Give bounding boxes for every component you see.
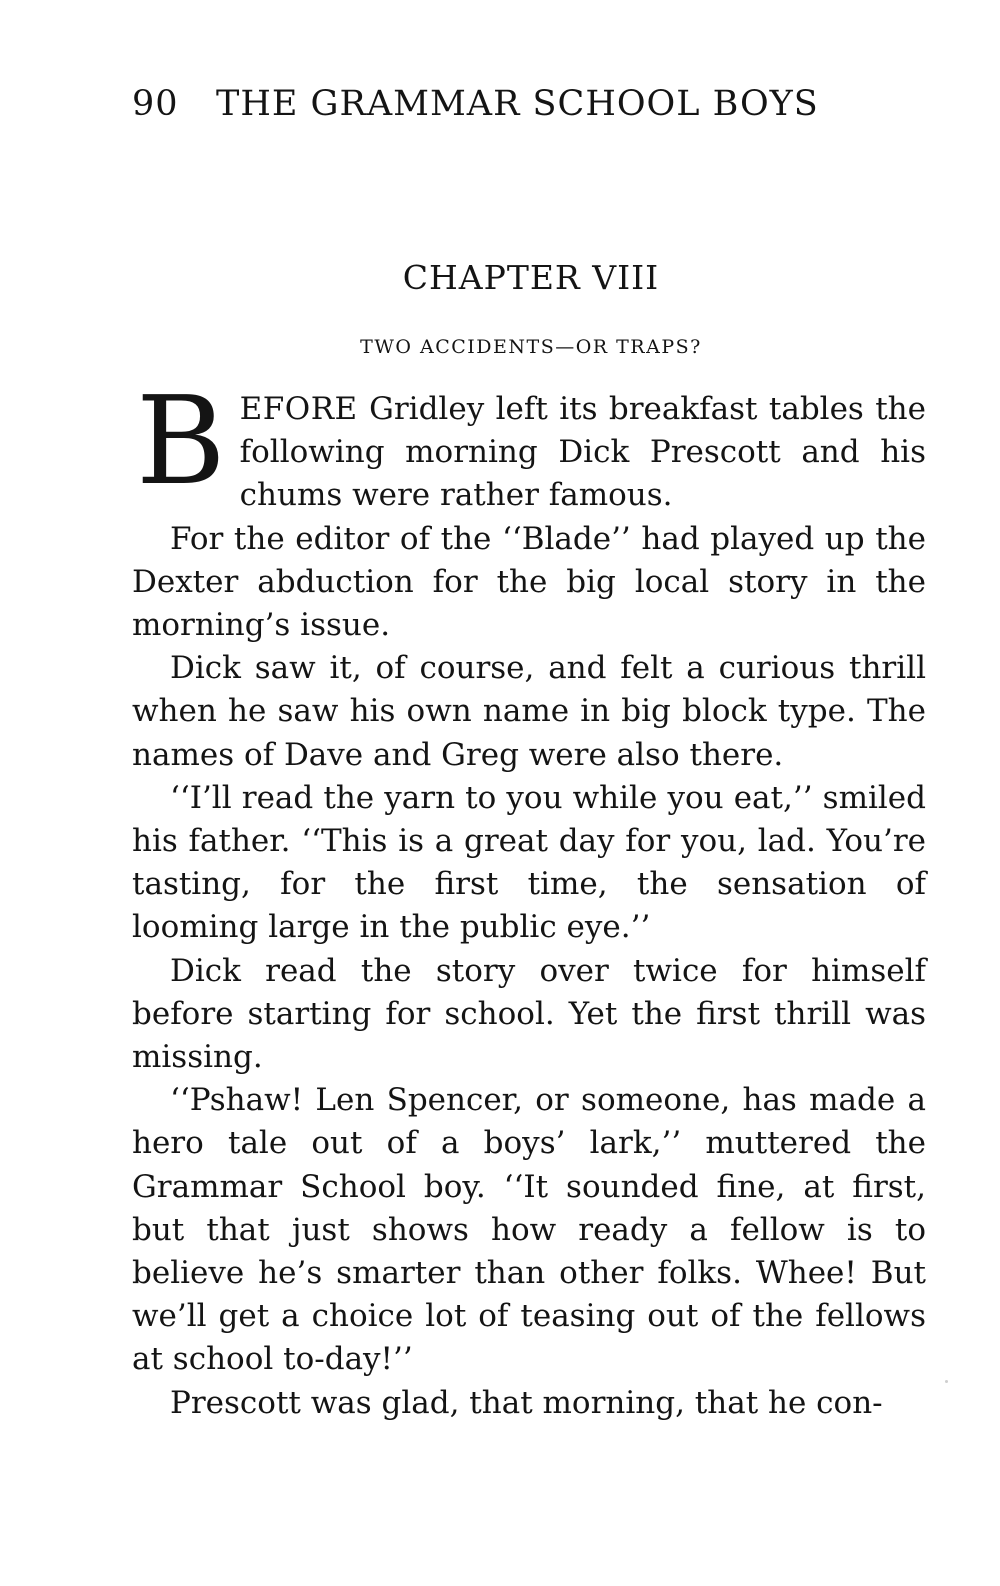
paragraph-6: Prescott was glad, that morning, that he con- xyxy=(170,1384,883,1421)
chapter-subtitle: TWO ACCIDENTS—OR TRAPS? xyxy=(360,336,702,358)
paragraph-2: Dick saw it, of course, and felt a curious thrill when he saw his own name in big block type. The names of Dave and Greg were also there. xyxy=(132,650,926,773)
opening-paragraph-text: Gridley left its breakfast tables the following morning Dick Prescott and his chums were rather famous. xyxy=(239,391,926,514)
paragraph-5: ‘‘Pshaw! Len Spencer, or someone, has made a hero tale out of a boys’ lark,’’ muttered the Grammar School boy. ‘‘It sounded fine, at first, but that just shows how ready a fellow is to believe he’s smarter than other folks. Whee! But we’ll get a choice lot of teasing out of the fellows at school to-day!’’ xyxy=(132,1082,926,1378)
paragraph-1: For the editor of the ‘‘Blade’’ had played up the Dexter abduction for the big local story in the morning’s issue. xyxy=(132,520,926,644)
running-header xyxy=(132,84,892,124)
body-text xyxy=(132,370,926,1425)
opening-paragraph xyxy=(132,370,926,518)
paragraph-3: ‘‘I’ll read the yarn to you while you eat,’’ smiled his father. ‘‘This is a great day for you, lad. You’re tasting, for the first time, the sensation of looming large in the public eye.’’ xyxy=(132,779,926,946)
drop-cap: B xyxy=(136,370,226,512)
paper-speck xyxy=(945,1380,948,1383)
chapter-heading: CHAPTER VIII xyxy=(402,258,660,297)
page-number: 90 xyxy=(132,84,179,124)
paragraph-4: Dick read the story over twice for himself before starting for school. Yet the first thrill was missing. xyxy=(132,952,926,1076)
running-title: THE GRAMMAR SCHOOL BOYS xyxy=(216,84,819,124)
opening-word-rest: EFORE xyxy=(239,391,358,427)
